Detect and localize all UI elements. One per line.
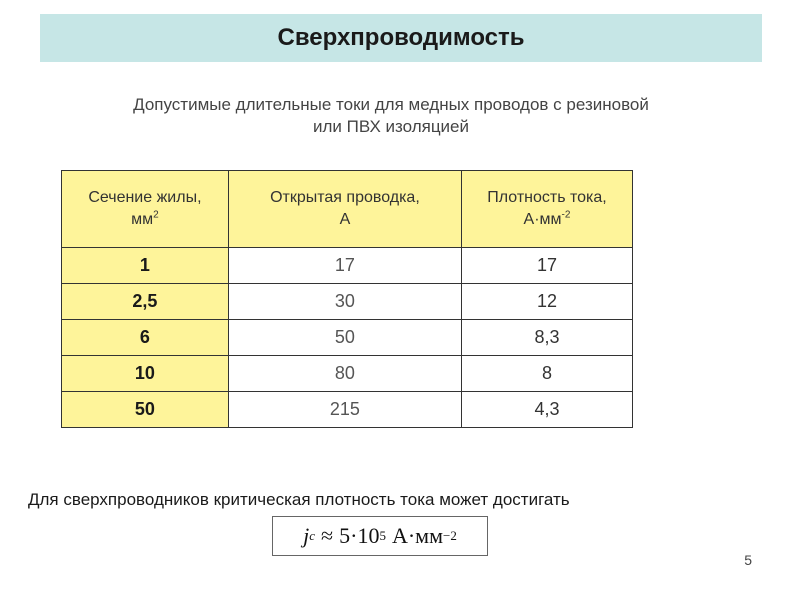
superconductor-note: Для сверхпроводников критическая плотность тока может достигать: [28, 490, 570, 509]
cell-current-density: 4,3: [462, 392, 633, 428]
cell-cross-section: 1: [62, 248, 229, 284]
formula-symbol: j: [303, 523, 310, 548]
cell-open-wiring: 30: [228, 284, 461, 320]
header-current-density-line1: Плотность тока,: [487, 189, 607, 206]
table-caption-line-2: или ПВХ изоляцией: [313, 117, 469, 136]
formula-approx: ≈: [321, 523, 334, 548]
header-cross-section-sup: 2: [153, 209, 159, 221]
header-open-wiring: [228, 171, 461, 248]
header-current-density: [462, 171, 633, 248]
formula-unit: А·мм: [391, 523, 444, 548]
table-row: [62, 320, 633, 356]
cell-open-wiring: 50: [228, 320, 461, 356]
cell-open-wiring: 80: [228, 356, 461, 392]
header-cross-section-unit: мм: [131, 211, 154, 228]
table-caption-line-1: Допустимые длительные токи для медных проводов с резиновой: [133, 95, 649, 114]
table-header-row: [62, 171, 633, 248]
formula-mantissa: 5·10: [339, 523, 380, 548]
current-density-table: [61, 170, 633, 428]
table-row: [62, 392, 633, 428]
cell-open-wiring: 215: [228, 392, 461, 428]
table-caption: [60, 94, 722, 138]
header-current-density-sup: -2: [561, 209, 571, 221]
slide-title: Сверхпроводимость: [277, 24, 525, 51]
cell-cross-section: 10: [62, 356, 229, 392]
header-open-wiring-unit: А: [339, 211, 351, 228]
header-cross-section: [62, 171, 229, 248]
table-row: [62, 356, 633, 392]
cell-cross-section: 50: [62, 392, 229, 428]
header-current-density-unit: А·мм: [523, 211, 562, 228]
header-cross-section-line1: Сечение жилы,: [88, 189, 202, 206]
critical-current-formula: j c ≈ 5·10 5 А·мм −2: [272, 516, 488, 556]
table-row: [62, 284, 633, 320]
cell-cross-section: 2,5: [62, 284, 229, 320]
header-open-wiring-line1: Открытая проводка,: [270, 189, 420, 206]
cell-cross-section: 6: [62, 320, 229, 356]
title-bar: [40, 14, 762, 62]
cell-current-density: 8: [462, 356, 633, 392]
page-number: 5: [744, 552, 752, 568]
table-row: [62, 248, 633, 284]
cell-current-density: 8,3: [462, 320, 633, 356]
cell-current-density: 12: [462, 284, 633, 320]
cell-open-wiring: 17: [228, 248, 461, 284]
cell-current-density: 17: [462, 248, 633, 284]
